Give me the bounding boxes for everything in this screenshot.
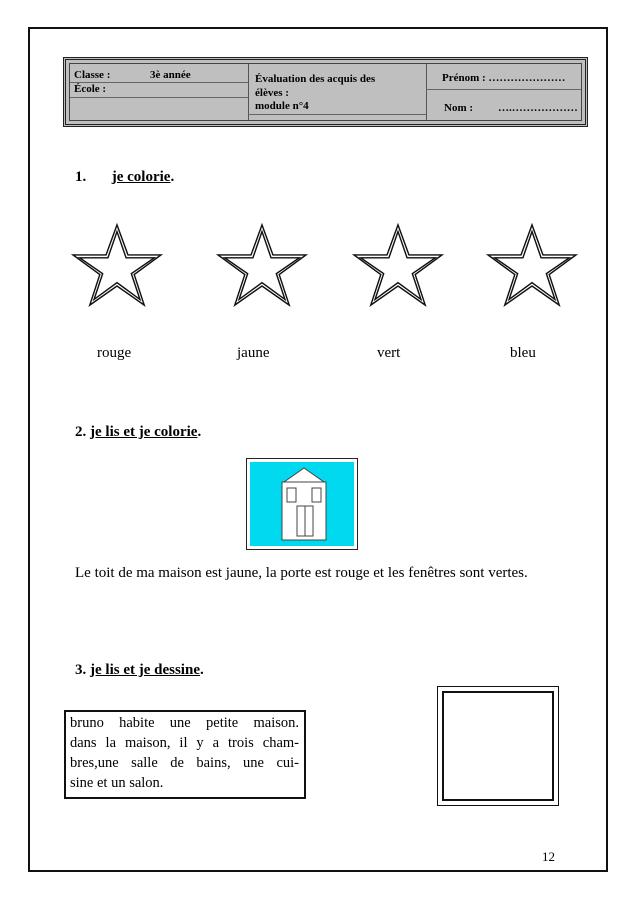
evaluation-line-3: module n°4: [255, 100, 309, 112]
star-label-jaune: jaune: [237, 345, 270, 361]
house-icon: [250, 462, 354, 546]
header-evaluation-cell: [248, 64, 427, 120]
section-2-title: je lis et je colorie: [90, 424, 198, 440]
star-label-vert: vert: [377, 345, 401, 361]
school-label: École :: [74, 83, 107, 95]
star-icon: [350, 222, 446, 308]
section-1-title: je colorie: [111, 169, 171, 185]
nom-dots: ….………………: [498, 102, 578, 114]
star-icon: [69, 222, 165, 308]
reading-line: bruno habite une petite maison.: [70, 715, 299, 731]
evaluation-line-2: élèves :: [255, 87, 289, 99]
drawing-area[interactable]: [437, 686, 559, 806]
class-value: 3è année: [150, 69, 191, 81]
star-label-bleu: bleu: [510, 345, 536, 361]
reading-line: dans la maison, il y a trois cham-: [70, 735, 299, 751]
class-label: Classe :: [74, 69, 111, 81]
star-icon: [214, 222, 310, 308]
prenom-field: Prénom : …………………: [442, 72, 566, 84]
section-2-paragraph: Le toit de ma maison est jaune, la porte est rouge et les fenêtres sont vertes.: [75, 565, 528, 581]
section-3-number: 3.: [75, 662, 87, 678]
header-name-cell: [426, 64, 581, 120]
section-3-title: je lis et je dessine: [90, 662, 200, 678]
nom-label: Nom :: [444, 102, 474, 114]
header-class-cell: [70, 64, 249, 120]
section-1-number: 1.: [75, 169, 87, 185]
star-icon: [484, 222, 580, 308]
section-1-heading: 1. je colorie.: [75, 169, 175, 185]
reading-line: bres,une salle de bains, une cui-: [70, 755, 299, 771]
reading-line: sine et un salon.: [70, 775, 164, 791]
house-image: [246, 458, 358, 550]
page-number: 12: [542, 849, 555, 864]
star-label-rouge: rouge: [97, 345, 132, 361]
section-2-number: 2.: [75, 424, 87, 440]
header-table: [63, 57, 588, 127]
section-2-heading: 2. je lis et je colorie.: [75, 424, 202, 440]
reading-text-box: [64, 710, 306, 799]
section-3-heading: 3. je lis et je dessine.: [75, 662, 204, 678]
evaluation-line-1: Évaluation des acquis des: [255, 73, 376, 85]
